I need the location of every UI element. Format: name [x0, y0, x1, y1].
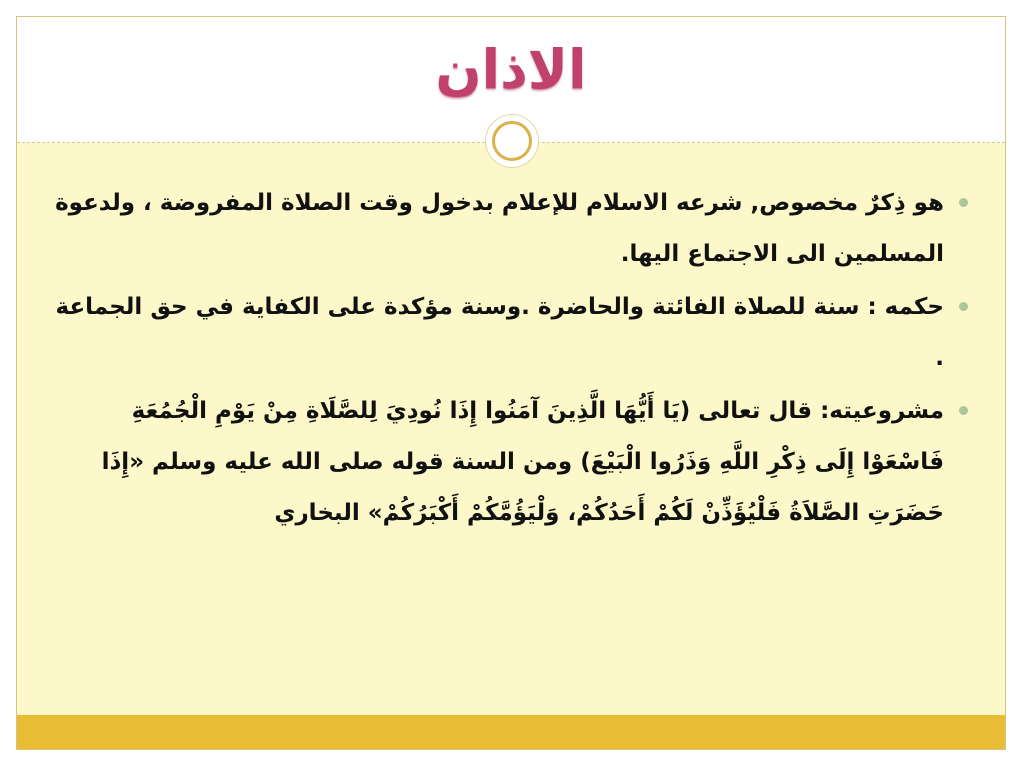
- bullet-dot-icon: [959, 406, 968, 415]
- bullet-text: حكمه : سنة للصلاة الفائتة والحاضرة .وسنة مؤكدة على الكفاية في حق الجماعة .: [55, 294, 944, 371]
- bullet-item-definition: [48, 178, 968, 280]
- bullet-item-legitimacy: [48, 386, 968, 539]
- bullet-item-ruling: [48, 282, 968, 384]
- bottom-bar: [17, 715, 1005, 749]
- bullet-dot-icon: [959, 198, 968, 207]
- ornament-circle-icon: [485, 114, 539, 168]
- ornament-ring: [492, 121, 532, 161]
- bullet-text: هو ذِكرٌ مخصوص, شرعه الاسلام للإعلام بدخول وقت الصلاة المفروضة ، ولدعوة المسلمين الى الاجتماع اليها.: [55, 190, 944, 267]
- bullet-dot-icon: [959, 302, 968, 311]
- bullet-text: مشروعيته: قال تعالى (يَا أَيُّهَا الَّذِينَ آمَنُوا إِذَا نُودِيَ لِلصَّلَاةِ مِنْ يَوْمِ الْجُمُعَةِ فَاسْعَوْا إِلَى ذِكْرِ اللَّهِ وَذَرُوا الْبَيْعَ) ومن السنة قوله صلى الله عليه وسلم «إِذَا حَضَرَتِ الصَّلاَةُ فَلْيُؤَذِّنْ لَكُمْ أَحَدُكُمْ، وَلْيَؤُمَّكُمْ أَكْبَرُكُمْ» البخاري: [101, 398, 944, 526]
- slide-title: الاذان: [435, 38, 587, 101]
- bullet-list: [48, 178, 968, 541]
